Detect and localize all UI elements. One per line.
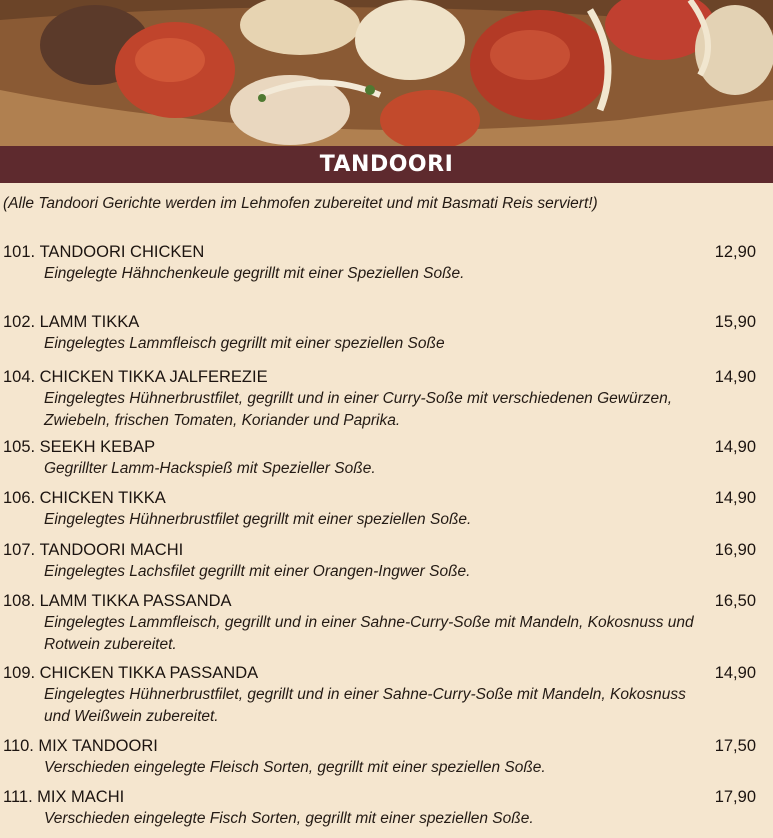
section-banner bbox=[0, 146, 773, 183]
item-number: 110. bbox=[3, 737, 34, 755]
item-name: SEEKH KEBAP bbox=[39, 438, 156, 456]
item-number: 106. bbox=[3, 489, 36, 507]
item-price: 14,90 bbox=[714, 664, 756, 682]
item-number: 105. bbox=[3, 438, 36, 456]
menu-item bbox=[3, 735, 768, 779]
item-number: 104. bbox=[3, 368, 36, 386]
item-price: 14,90 bbox=[714, 368, 756, 386]
item-description: Eingelegtes Hühnerbrustfilet, gegrillt und in einer Sahne-Curry-Soße mit Mandeln, Kokosnuss und Weißwein zubereitet. bbox=[44, 686, 686, 725]
hero-food-photo bbox=[0, 0, 773, 146]
item-description: Verschieden eingelegte Fleisch Sorten, gegrillt mit einer speziellen Soße. bbox=[44, 759, 546, 776]
menu-item bbox=[3, 436, 768, 480]
item-number: 109. bbox=[3, 664, 36, 682]
item-description: Eingelegtes Hühnerbrustfilet, gegrillt und in einer Curry-Soße mit verschiedenen Gewürzen, Zwiebeln, frischen Tomaten, Koriander und Paprika. bbox=[44, 390, 673, 429]
menu-item bbox=[3, 366, 768, 432]
item-description: Eingelegtes Hühnerbrustfilet gegrillt mit einer speziellen Soße. bbox=[44, 511, 472, 528]
item-name: LAMM TIKKA PASSANDA bbox=[39, 592, 232, 610]
item-name: TANDOORI MACHI bbox=[39, 541, 184, 559]
section-title: TANDOORI bbox=[319, 152, 454, 177]
item-price: 16,90 bbox=[714, 541, 756, 559]
item-price: 12,90 bbox=[714, 243, 756, 261]
menu-item bbox=[3, 539, 768, 583]
item-description: Eingelegtes Lammfleisch, gegrillt und in einer Sahne-Curry-Soße mit Mandeln, Kokosnuss und Rotwein zubereitet. bbox=[44, 614, 694, 653]
item-name: CHICKEN TIKKA PASSANDA bbox=[39, 664, 259, 682]
item-price: 14,90 bbox=[714, 489, 756, 507]
menu-item bbox=[3, 241, 768, 285]
item-price: 17,90 bbox=[714, 788, 756, 806]
item-description: Gegrillter Lamm-Hackspieß mit Spezieller Soße. bbox=[44, 460, 376, 477]
item-price: 14,90 bbox=[714, 438, 756, 456]
item-number: 108. bbox=[3, 592, 36, 610]
item-name: MIX TANDOORI bbox=[38, 737, 158, 755]
item-name: LAMM TIKKA bbox=[39, 313, 140, 331]
item-price: 17,50 bbox=[714, 737, 756, 755]
section-note: (Alle Tandoori Gerichte werden im Lehmofen zubereitet und mit Basmati Reis serviert!) bbox=[3, 195, 598, 212]
item-price: 15,90 bbox=[714, 313, 756, 331]
item-name: CHICKEN TIKKA JALFEREZIE bbox=[39, 368, 268, 386]
menu-item bbox=[3, 590, 768, 656]
menu-item bbox=[3, 487, 768, 531]
item-number: 107. bbox=[3, 541, 36, 559]
item-name: TANDOORI CHICKEN bbox=[39, 243, 205, 261]
item-description: Verschieden eingelegte Fisch Sorten, gegrillt mit einer speziellen Soße. bbox=[44, 810, 534, 827]
item-number: 101. bbox=[3, 243, 36, 261]
menu-item bbox=[3, 662, 768, 728]
tandoori-platter-illustration bbox=[0, 0, 773, 146]
menu-item bbox=[3, 786, 768, 830]
item-description: Eingelegtes Lachsfilet gegrillt mit einer Orangen-Ingwer Soße. bbox=[44, 563, 471, 580]
item-description: Eingelegtes Lammfleisch gegrillt mit einer speziellen Soße bbox=[44, 335, 445, 352]
item-name: MIX MACHI bbox=[37, 788, 125, 806]
item-name: CHICKEN TIKKA bbox=[39, 489, 166, 507]
item-number: 111. bbox=[3, 788, 33, 806]
menu-item bbox=[3, 311, 768, 355]
item-description: Eingelegte Hähnchenkeule gegrillt mit einer Speziellen Soße. bbox=[44, 265, 465, 282]
item-price: 16,50 bbox=[714, 592, 756, 610]
item-number: 102. bbox=[3, 313, 36, 331]
